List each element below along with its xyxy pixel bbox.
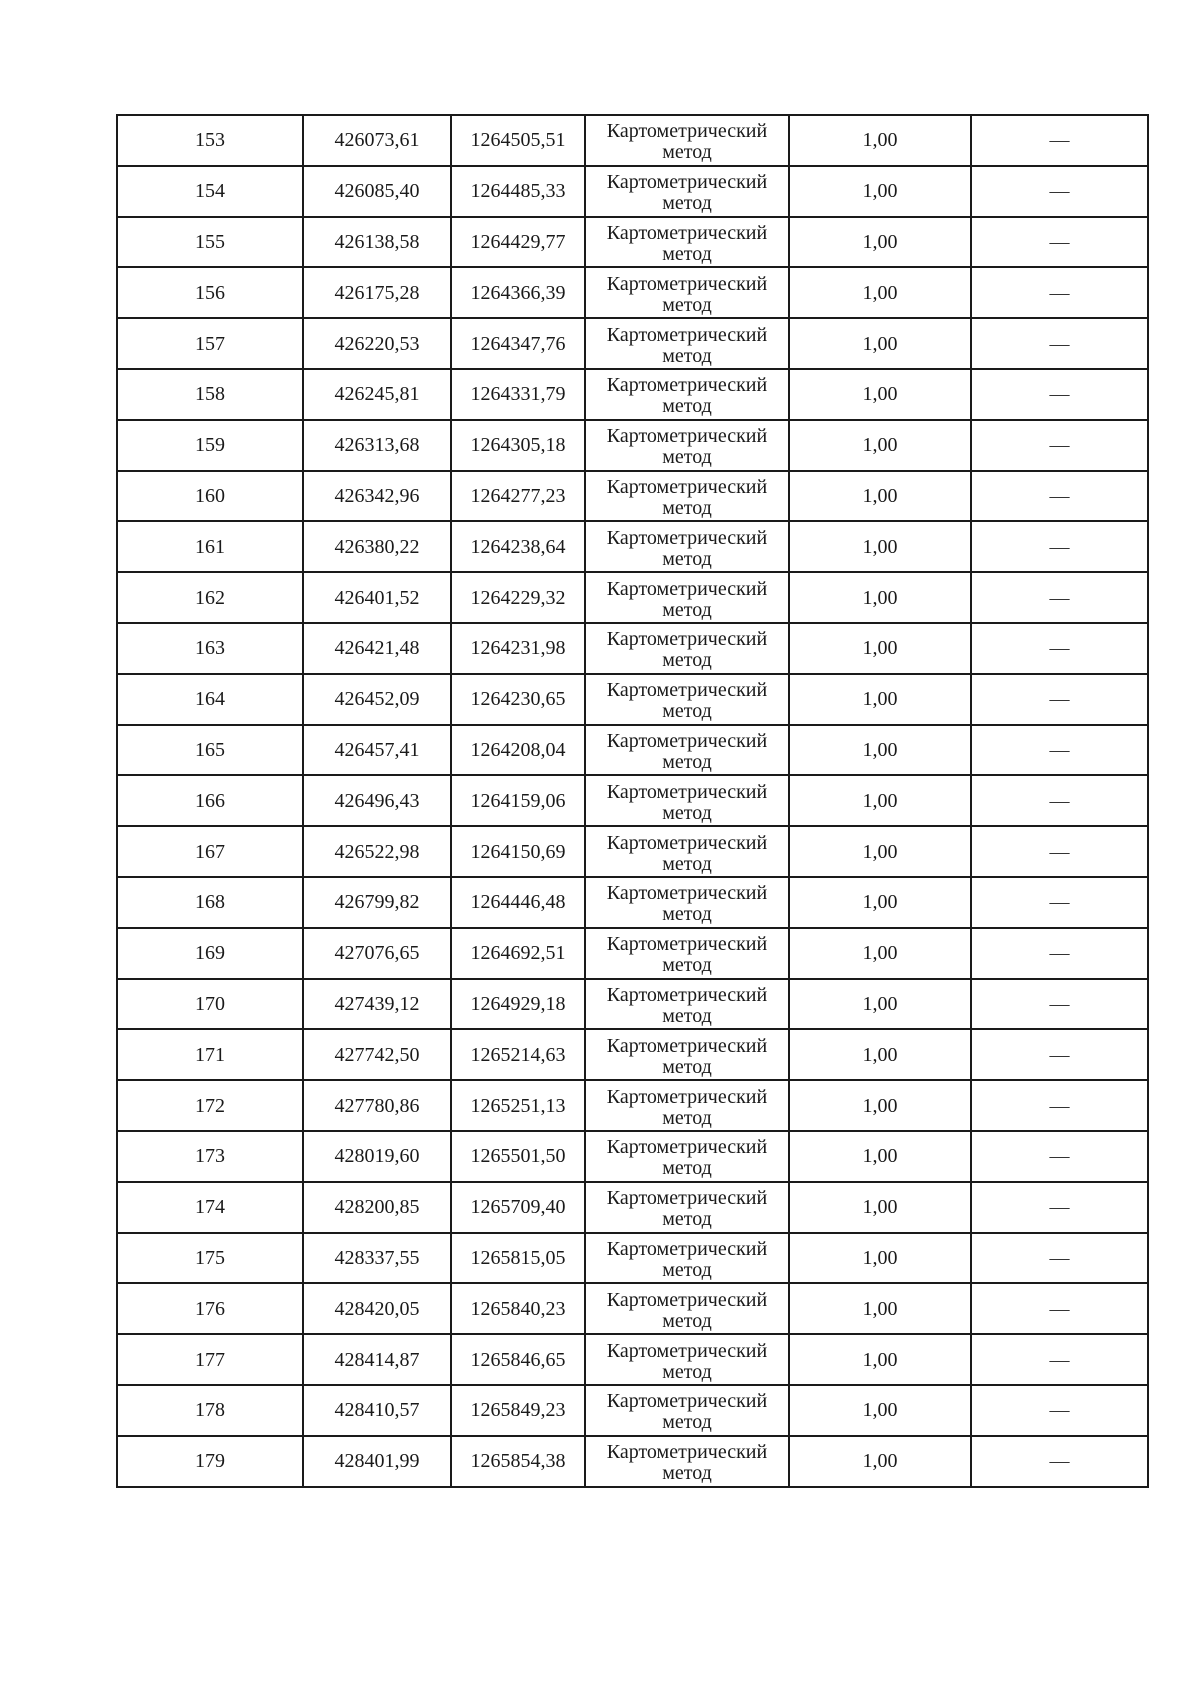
method-cell (585, 877, 789, 928)
method-cell (585, 318, 789, 369)
method-cell (585, 471, 789, 522)
y-coordinate-cell: 1264331,79 (451, 369, 585, 420)
y-coordinate-cell: 1264159,06 (451, 775, 585, 826)
accuracy-cell: 1,00 (789, 979, 971, 1030)
point-number-cell: 168 (117, 877, 303, 928)
table-row (117, 420, 1148, 471)
y-coordinate-cell: 1264485,33 (451, 166, 585, 217)
x-coordinate-cell: 426401,52 (303, 572, 451, 623)
table-row (117, 979, 1148, 1030)
y-coordinate-cell: 1264446,48 (451, 877, 585, 928)
method-cell (585, 928, 789, 979)
x-coordinate-cell: 428019,60 (303, 1131, 451, 1182)
method-cell (585, 572, 789, 623)
y-coordinate-cell: 1264505,51 (451, 115, 585, 166)
method-text: Картометрический метод (606, 983, 768, 1027)
method-cell (585, 1131, 789, 1182)
point-number-cell: 158 (117, 369, 303, 420)
point-number-cell: 166 (117, 775, 303, 826)
x-coordinate-cell: 427742,50 (303, 1029, 451, 1080)
note-cell: — (971, 826, 1148, 877)
accuracy-cell: 1,00 (789, 471, 971, 522)
method-cell (585, 115, 789, 166)
method-text: Картометрический метод (606, 374, 768, 418)
accuracy-cell: 1,00 (789, 928, 971, 979)
point-number-cell: 171 (117, 1029, 303, 1080)
y-coordinate-cell: 1264305,18 (451, 420, 585, 471)
table-row (117, 775, 1148, 826)
note-cell: — (971, 369, 1148, 420)
accuracy-cell: 1,00 (789, 115, 971, 166)
y-coordinate-cell: 1265846,65 (451, 1334, 585, 1385)
method-cell (585, 623, 789, 674)
table-row (117, 1182, 1148, 1233)
method-cell (585, 267, 789, 318)
method-text: Картометрический метод (606, 1339, 768, 1383)
note-cell: — (971, 979, 1148, 1030)
point-number-cell: 172 (117, 1080, 303, 1131)
y-coordinate-cell: 1265709,40 (451, 1182, 585, 1233)
note-cell: — (971, 1131, 1148, 1182)
method-cell (585, 979, 789, 1030)
note-cell: — (971, 725, 1148, 776)
note-cell: — (971, 1385, 1148, 1436)
y-coordinate-cell: 1265251,13 (451, 1080, 585, 1131)
note-cell: — (971, 877, 1148, 928)
coordinates-table-body (117, 115, 1148, 1487)
note-cell: — (971, 1182, 1148, 1233)
x-coordinate-cell: 426799,82 (303, 877, 451, 928)
note-cell: — (971, 318, 1148, 369)
point-number-cell: 162 (117, 572, 303, 623)
point-number-cell: 173 (117, 1131, 303, 1182)
method-text: Картометрический метод (606, 425, 768, 469)
method-text: Картометрический метод (606, 526, 768, 570)
table-row (117, 267, 1148, 318)
point-number-cell: 165 (117, 725, 303, 776)
accuracy-cell: 1,00 (789, 1029, 971, 1080)
y-coordinate-cell: 1265849,23 (451, 1385, 585, 1436)
accuracy-cell: 1,00 (789, 166, 971, 217)
method-text: Картометрический метод (606, 933, 768, 977)
table-row (117, 928, 1148, 979)
note-cell: — (971, 267, 1148, 318)
point-number-cell: 163 (117, 623, 303, 674)
note-cell: — (971, 1283, 1148, 1334)
accuracy-cell: 1,00 (789, 1436, 971, 1487)
y-coordinate-cell: 1264692,51 (451, 928, 585, 979)
y-coordinate-cell: 1264231,98 (451, 623, 585, 674)
method-cell (585, 1436, 789, 1487)
method-text: Картометрический метод (606, 221, 768, 265)
method-cell (585, 826, 789, 877)
y-coordinate-cell: 1264429,77 (451, 217, 585, 268)
point-number-cell: 155 (117, 217, 303, 268)
y-coordinate-cell: 1264929,18 (451, 979, 585, 1030)
method-cell (585, 775, 789, 826)
x-coordinate-cell: 426522,98 (303, 826, 451, 877)
accuracy-cell: 1,00 (789, 369, 971, 420)
y-coordinate-cell: 1265840,23 (451, 1283, 585, 1334)
method-text: Картометрический метод (606, 831, 768, 875)
table-row (117, 1080, 1148, 1131)
accuracy-cell: 1,00 (789, 217, 971, 268)
accuracy-cell: 1,00 (789, 877, 971, 928)
method-cell (585, 420, 789, 471)
table-row (117, 166, 1148, 217)
method-text: Картометрический метод (606, 1288, 768, 1332)
table-row (117, 572, 1148, 623)
method-text: Картометрический метод (606, 323, 768, 367)
method-cell (585, 1283, 789, 1334)
point-number-cell: 170 (117, 979, 303, 1030)
accuracy-cell: 1,00 (789, 826, 971, 877)
x-coordinate-cell: 428200,85 (303, 1182, 451, 1233)
accuracy-cell: 1,00 (789, 1385, 971, 1436)
x-coordinate-cell: 426496,43 (303, 775, 451, 826)
point-number-cell: 164 (117, 674, 303, 725)
point-number-cell: 175 (117, 1233, 303, 1284)
note-cell: — (971, 115, 1148, 166)
x-coordinate-cell: 426085,40 (303, 166, 451, 217)
x-coordinate-cell: 428414,87 (303, 1334, 451, 1385)
x-coordinate-cell: 427780,86 (303, 1080, 451, 1131)
accuracy-cell: 1,00 (789, 318, 971, 369)
method-text: Картометрический метод (606, 1187, 768, 1231)
note-cell: — (971, 572, 1148, 623)
table-row (117, 217, 1148, 268)
point-number-cell: 154 (117, 166, 303, 217)
method-cell (585, 1029, 789, 1080)
method-text: Картометрический метод (606, 729, 768, 773)
method-cell (585, 521, 789, 572)
x-coordinate-cell: 428410,57 (303, 1385, 451, 1436)
table-row (117, 471, 1148, 522)
accuracy-cell: 1,00 (789, 725, 971, 776)
accuracy-cell: 1,00 (789, 775, 971, 826)
accuracy-cell: 1,00 (789, 674, 971, 725)
table-row (117, 826, 1148, 877)
x-coordinate-cell: 426138,58 (303, 217, 451, 268)
note-cell: — (971, 471, 1148, 522)
accuracy-cell: 1,00 (789, 1182, 971, 1233)
method-text: Картометрический метод (606, 577, 768, 621)
point-number-cell: 177 (117, 1334, 303, 1385)
point-number-cell: 178 (117, 1385, 303, 1436)
table-row (117, 369, 1148, 420)
method-cell (585, 674, 789, 725)
x-coordinate-cell: 426313,68 (303, 420, 451, 471)
accuracy-cell: 1,00 (789, 1233, 971, 1284)
note-cell: — (971, 775, 1148, 826)
point-number-cell: 176 (117, 1283, 303, 1334)
accuracy-cell: 1,00 (789, 1080, 971, 1131)
method-text: Картометрический метод (606, 780, 768, 824)
x-coordinate-cell: 426452,09 (303, 674, 451, 725)
note-cell: — (971, 217, 1148, 268)
method-text: Картометрический метод (606, 1085, 768, 1129)
point-number-cell: 157 (117, 318, 303, 369)
x-coordinate-cell: 426380,22 (303, 521, 451, 572)
note-cell: — (971, 1080, 1148, 1131)
x-coordinate-cell: 428401,99 (303, 1436, 451, 1487)
table-row (117, 1029, 1148, 1080)
table-row (117, 115, 1148, 166)
accuracy-cell: 1,00 (789, 572, 971, 623)
accuracy-cell: 1,00 (789, 267, 971, 318)
note-cell: — (971, 928, 1148, 979)
x-coordinate-cell: 426073,61 (303, 115, 451, 166)
point-number-cell: 174 (117, 1182, 303, 1233)
table-row (117, 674, 1148, 725)
point-number-cell: 169 (117, 928, 303, 979)
method-cell (585, 166, 789, 217)
x-coordinate-cell: 426175,28 (303, 267, 451, 318)
y-coordinate-cell: 1265214,63 (451, 1029, 585, 1080)
x-coordinate-cell: 428420,05 (303, 1283, 451, 1334)
y-coordinate-cell: 1264150,69 (451, 826, 585, 877)
method-text: Картометрический метод (606, 628, 768, 672)
x-coordinate-cell: 426342,96 (303, 471, 451, 522)
table-row (117, 1334, 1148, 1385)
point-number-cell: 179 (117, 1436, 303, 1487)
table-row (117, 1233, 1148, 1284)
y-coordinate-cell: 1264229,32 (451, 572, 585, 623)
y-coordinate-cell: 1264277,23 (451, 471, 585, 522)
method-cell (585, 725, 789, 776)
accuracy-cell: 1,00 (789, 1334, 971, 1385)
x-coordinate-cell: 427439,12 (303, 979, 451, 1030)
method-text: Картометрический метод (606, 1390, 768, 1434)
method-text: Картометрический метод (606, 1034, 768, 1078)
method-cell (585, 1233, 789, 1284)
method-cell (585, 1334, 789, 1385)
x-coordinate-cell: 427076,65 (303, 928, 451, 979)
table-row (117, 623, 1148, 674)
method-cell (585, 1080, 789, 1131)
point-number-cell: 160 (117, 471, 303, 522)
table-row (117, 318, 1148, 369)
note-cell: — (971, 1029, 1148, 1080)
y-coordinate-cell: 1265854,38 (451, 1436, 585, 1487)
point-number-cell: 161 (117, 521, 303, 572)
x-coordinate-cell: 426421,48 (303, 623, 451, 674)
method-cell (585, 1182, 789, 1233)
method-cell (585, 369, 789, 420)
note-cell: — (971, 166, 1148, 217)
accuracy-cell: 1,00 (789, 1131, 971, 1182)
y-coordinate-cell: 1264347,76 (451, 318, 585, 369)
method-cell (585, 217, 789, 268)
method-text: Картометрический метод (606, 475, 768, 519)
accuracy-cell: 1,00 (789, 1283, 971, 1334)
table-row (117, 1385, 1148, 1436)
point-number-cell: 159 (117, 420, 303, 471)
table-row (117, 1283, 1148, 1334)
y-coordinate-cell: 1264366,39 (451, 267, 585, 318)
y-coordinate-cell: 1265501,50 (451, 1131, 585, 1182)
x-coordinate-cell: 426220,53 (303, 318, 451, 369)
note-cell: — (971, 674, 1148, 725)
accuracy-cell: 1,00 (789, 623, 971, 674)
accuracy-cell: 1,00 (789, 521, 971, 572)
note-cell: — (971, 1233, 1148, 1284)
point-number-cell: 153 (117, 115, 303, 166)
method-text: Картометрический метод (606, 171, 768, 215)
method-text: Картометрический метод (606, 1237, 768, 1281)
table-row (117, 725, 1148, 776)
method-text: Картометрический метод (606, 1441, 768, 1485)
method-text: Картометрический метод (606, 679, 768, 723)
coordinates-table (116, 114, 1149, 1488)
x-coordinate-cell: 426457,41 (303, 725, 451, 776)
y-coordinate-cell: 1265815,05 (451, 1233, 585, 1284)
note-cell: — (971, 623, 1148, 674)
x-coordinate-cell: 426245,81 (303, 369, 451, 420)
method-text: Картометрический метод (606, 120, 768, 164)
note-cell: — (971, 1436, 1148, 1487)
table-row (117, 877, 1148, 928)
point-number-cell: 156 (117, 267, 303, 318)
point-number-cell: 167 (117, 826, 303, 877)
y-coordinate-cell: 1264230,65 (451, 674, 585, 725)
x-coordinate-cell: 428337,55 (303, 1233, 451, 1284)
note-cell: — (971, 420, 1148, 471)
note-cell: — (971, 521, 1148, 572)
accuracy-cell: 1,00 (789, 420, 971, 471)
table-row (117, 521, 1148, 572)
method-text: Картометрический метод (606, 882, 768, 926)
y-coordinate-cell: 1264208,04 (451, 725, 585, 776)
y-coordinate-cell: 1264238,64 (451, 521, 585, 572)
note-cell: — (971, 1334, 1148, 1385)
table-row (117, 1436, 1148, 1487)
method-cell (585, 1385, 789, 1436)
table-row (117, 1131, 1148, 1182)
method-text: Картометрический метод (606, 1136, 768, 1180)
method-text: Картометрический метод (606, 272, 768, 316)
